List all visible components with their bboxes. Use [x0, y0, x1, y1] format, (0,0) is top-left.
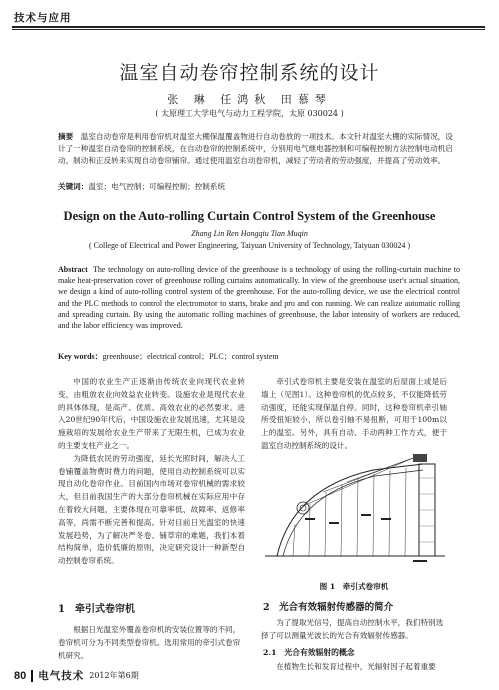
paper-authors: 张 琳 任鸿秋 田慕琴 — [167, 93, 332, 106]
section-tag: 技术与应用 — [14, 12, 72, 24]
keywords-text: 温室；电气控制；可编程控制；控制系统 — [88, 182, 226, 191]
figure-1-caption: 图 1 牵引式卷帘机 — [319, 582, 389, 591]
english-title: Design on the Auto-rolling Curtain Control System of the Greenhouse — [63, 209, 436, 223]
greenhouse-curtain-machine-diagram — [263, 448, 447, 576]
issue-label: 2012年第6期 — [89, 671, 139, 680]
body-paragraph: 牵引式卷帘机主要是安装在温室的后屋面上或是后墙上（见图1）。这种卷帘机的优点较多，不仅能降低劳动强度，还能实现保温自停。同时，这种卷帘机牵引轴所受扭矩较小，所以卷引轴不易扭断，可用于100m以上的温室。另外，具有自动、手动两种工作方式，便于温室自动控制系统的设计。 — [261, 377, 447, 450]
body-paragraph: 为降低农民的劳动强度，延长光照时间，解决人工卷铺覆盖物费时费力的问题，使用自动控制系统可以实现自动化卷帘作业。目前国内市场对卷帘机械的需求较大，但目前我国生产的大部分卷帘机械在实际应用中存在着较大问题，主要体现在可靠率低、故障率、返修率高等，尚需不断完善和提高。针对目前日光温室的快速发展趋势，为了解决严冬卷、铺草帘的难题，我们本着结构简单，造价低廉的原则，决定研究设计一种新型自动控制卷帘系统。 — [58, 453, 245, 566]
page-footer — [14, 668, 139, 683]
header-rule — [12, 26, 485, 28]
footer-divider — [31, 670, 33, 682]
paper-affiliation: ( 太原理工大学电气与动力工程学院，太原 030024 ) — [155, 109, 344, 118]
section-2-text: 为了提取光信号，提高自动控制水平，我们特别选择了可以测量光波长的光合有效辐射传感器。 — [261, 618, 444, 640]
english-affiliation: ( College of Electrical and Power Engineering, Taiyuan University of Technology, Taiyuan 030024 ) — [88, 241, 411, 250]
section-2-1-text: 在植物生长和发育过程中，光辐射因子起着重要 — [276, 662, 436, 671]
paper-title: 温室自动卷帘控制系统的设计 — [119, 62, 380, 84]
english-authors: Zhang Lin Ren Hongqiu Tian Muqin — [191, 229, 308, 238]
abstract-label: 摘要 — [58, 132, 74, 141]
keywords-label: 关键词： — [58, 182, 89, 191]
abstract-en-label: Abstract — [58, 265, 88, 274]
section-1-heading: 1 牵引式卷帘机 — [58, 604, 135, 615]
abstract-en-text: The technology on auto-rolling device of the greenhouse is a technology of using the rolling-curtain machine to make heat-preservation cover of greenhouse rolling curtains automatically. In view of the greenhouse user's actual situation, we design a kind of auto-rolling control system of the greenhouse. For the auto-rolling device, we use the electrical control and the PLC methods to control the electromotor to starts, brake and pro and con running. We can realize automatic rolling and spreading curtain. By using the automatic rolling machines of greenhouse, the labor intensity of workers are reduced, and the labor efficiency was improved. — [58, 265, 461, 331]
header-rule-thin — [12, 29, 485, 30]
abstract-en — [58, 264, 460, 331]
body-right-column — [261, 376, 447, 453]
body-paragraph: 中国的农业生产正逐渐由传统农业向现代农业转变，由粗放农业向效益农业转变。设施农业是现代农业的具体体现，是高产、优质、高效农业的必然要求。进入20世纪90年代后，中国设施农业发展迅速，尤其是设施栽培的发展给农业生产带来了无限生机，已成为农业的主要支柱产业之一。 — [58, 377, 245, 450]
figure-1-drawing — [263, 448, 447, 576]
section-1-text: 根据日光温室外覆盖卷帘机的安装位置等的不同，卷帘机可分为不同类型卷帘机。选用常用的牵引式卷帘机研究。 — [58, 625, 241, 660]
body-left-column — [58, 376, 245, 568]
abstract-text: 温室自动卷帘是利用卷帘机对温室大棚保温覆盖物进行自动卷放的一项技术。本文针对温室大棚的实际情况，设计了一种温室自动卷帘的控制系统，在自动卷帘的控制系统中，分别用电气继电器控制和可编程控制方法控制电动机启动、制动和正反转来实现自动卷帘铺帘。通过使用温室自动卷帘机，减轻了劳动者的劳动强度，并提高了劳动效率。 — [58, 132, 453, 165]
keywords-en-text: greenhouse；electrical control；PLC；control system — [102, 352, 279, 361]
magazine-name: 电气技术 — [38, 670, 85, 682]
page-number: 80 — [14, 669, 27, 682]
keywords-cn — [58, 181, 460, 192]
section-2-1-heading: 2.1 光合有效辐射的概念 — [263, 648, 355, 657]
keywords-en-label: Key words： — [58, 352, 103, 361]
section-2-heading: 2 光合有效辐射传感器的简介 — [263, 602, 394, 613]
abstract-cn — [58, 131, 460, 167]
keywords-en — [58, 351, 460, 362]
